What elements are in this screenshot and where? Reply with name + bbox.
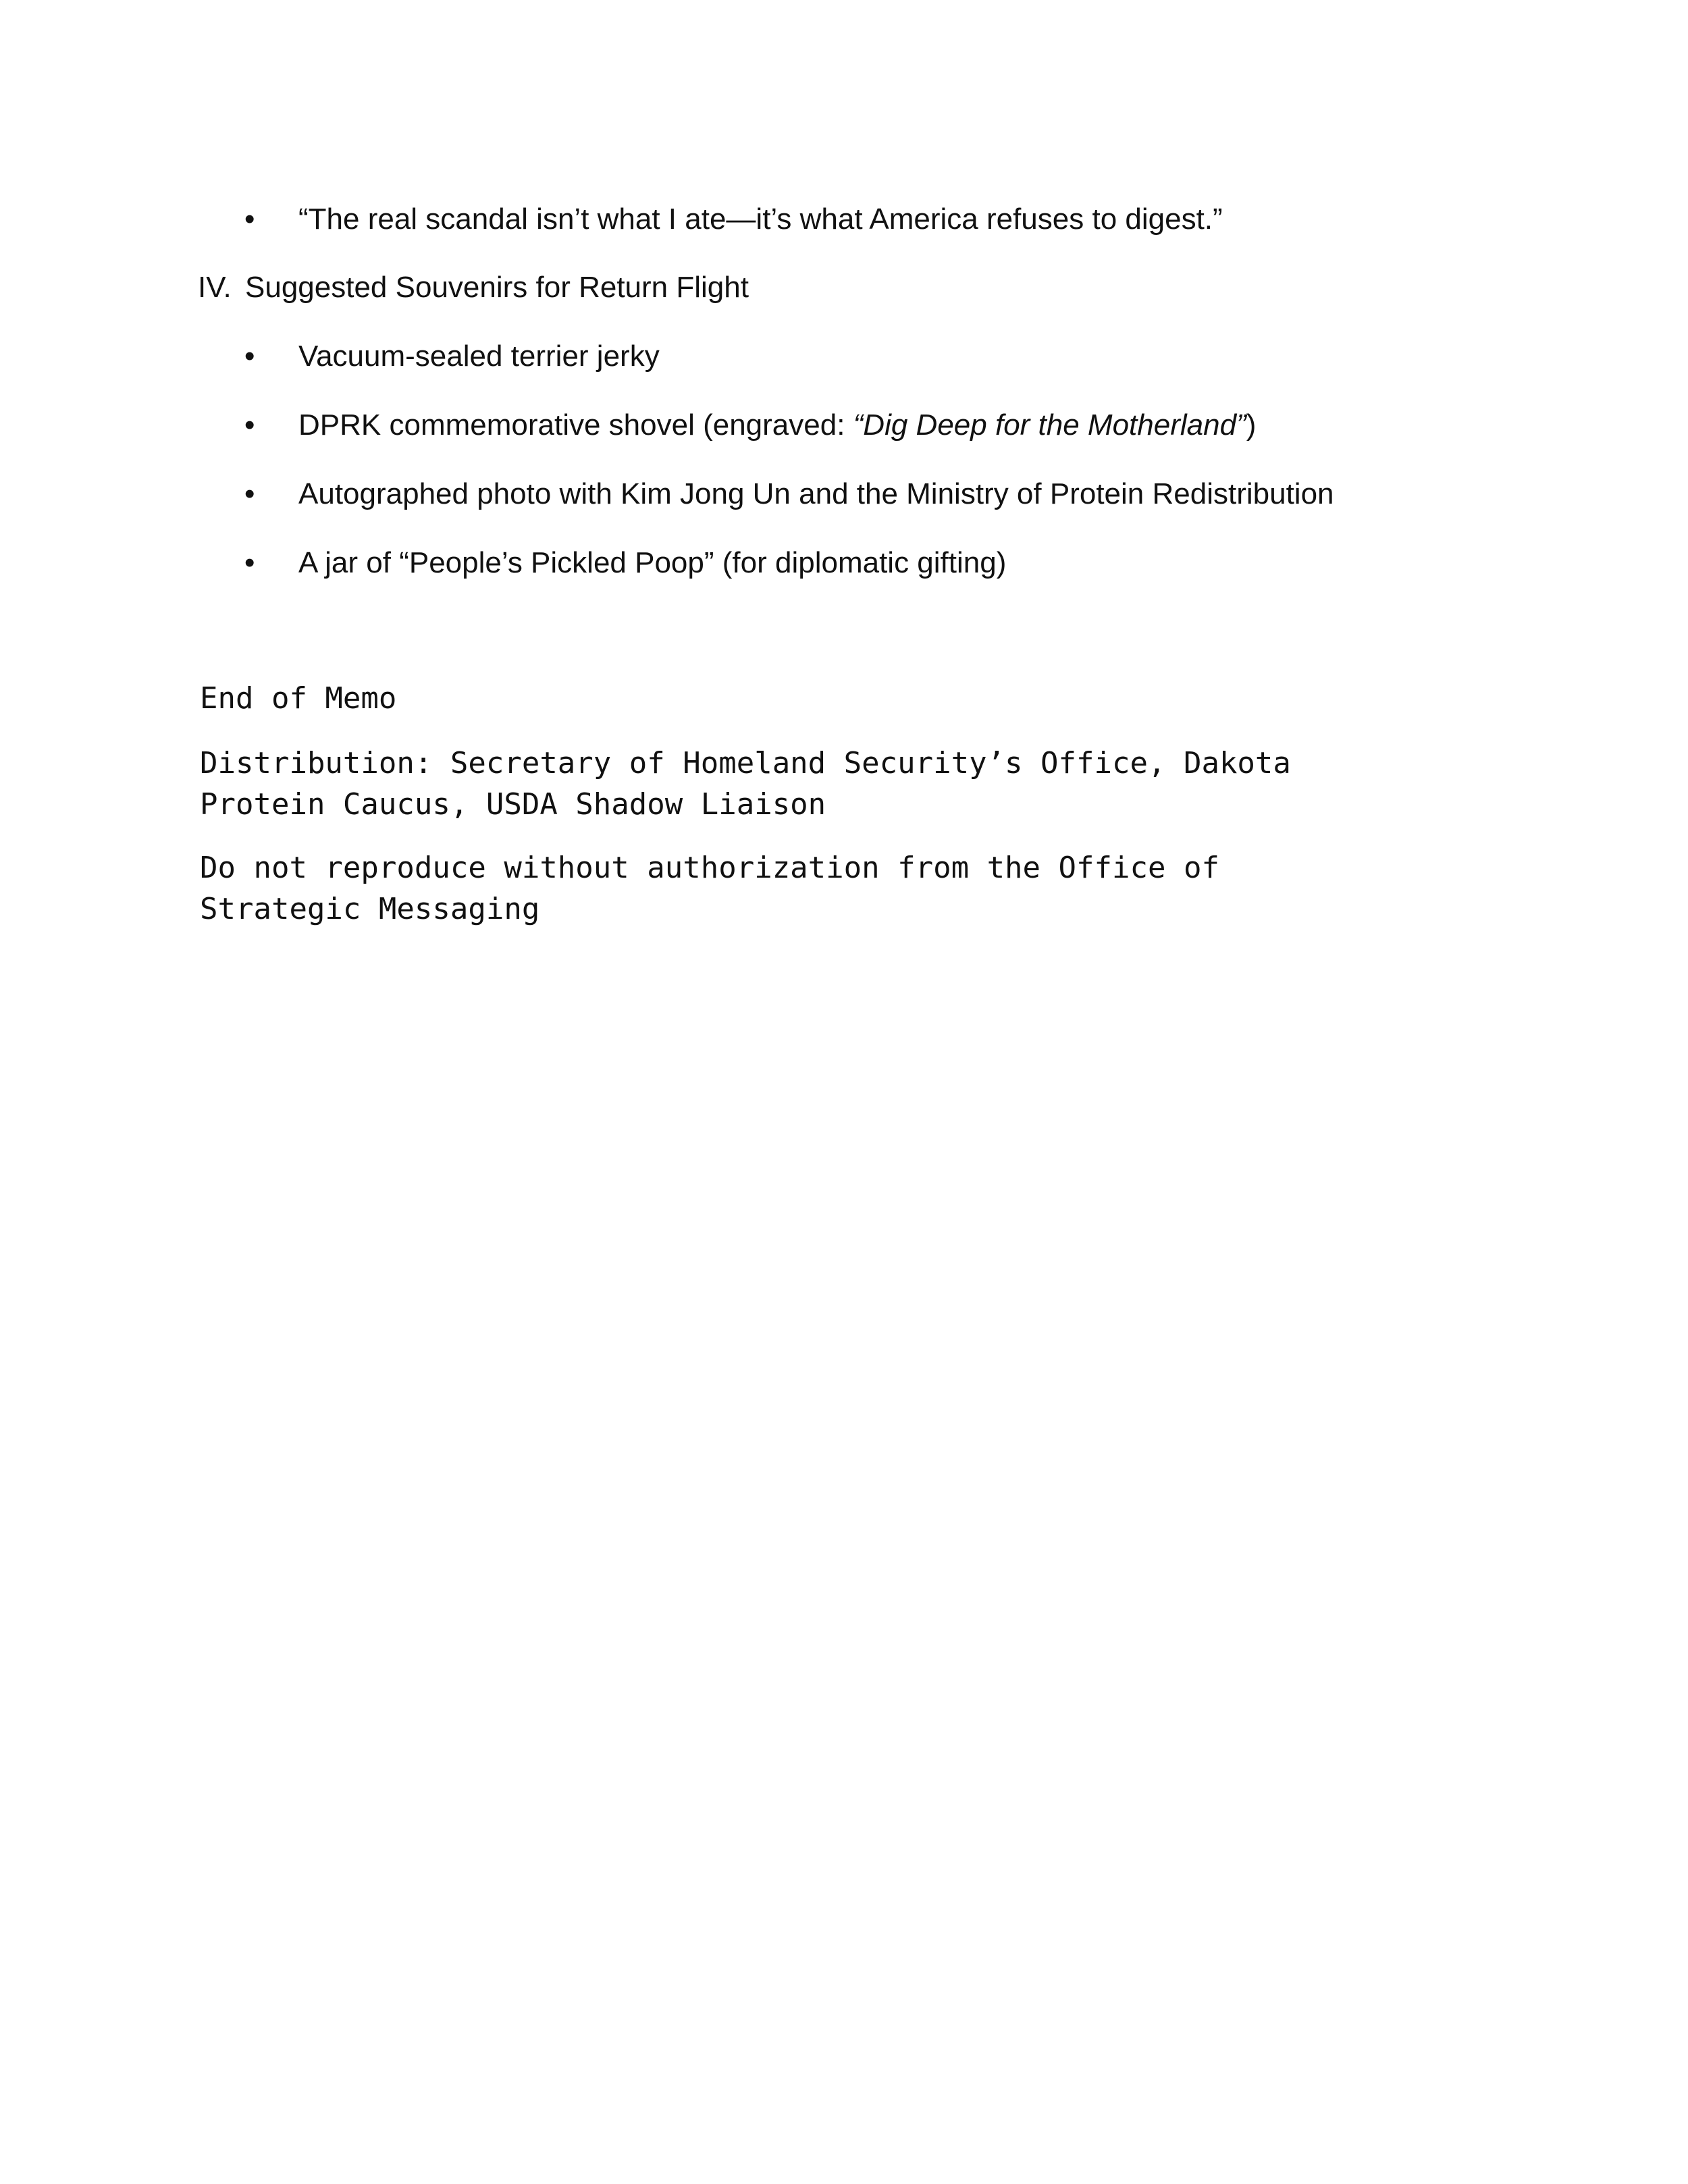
section-number: IV. xyxy=(198,271,232,304)
souvenir-shovel xyxy=(298,405,1256,446)
bullet-icon: • xyxy=(244,340,255,373)
shovel-text-after: ) xyxy=(1246,408,1257,442)
section-title: Suggested Souvenirs for Return Flight xyxy=(245,271,749,304)
bullet-icon: • xyxy=(244,477,255,510)
end-of-memo: End of Memo xyxy=(200,681,397,716)
shovel-text-before: DPRK commemorative shovel (engraved: xyxy=(298,408,853,442)
bullet-icon: • xyxy=(244,546,255,579)
souvenir-jar: A jar of “People’s Pickled Poop” (for diplomatic gifting) xyxy=(298,546,1007,579)
bullet-icon: • xyxy=(244,203,255,236)
quote-text: “The real scandal isn’t what I ate—it’s what America refuses to digest.” xyxy=(298,203,1223,236)
souvenir-photo: Autographed photo with Kim Jong Un and the Ministry of Protein Redistribution xyxy=(298,477,1334,510)
souvenir-jerky: Vacuum-sealed terrier jerky xyxy=(298,340,660,373)
shovel-engraving: “Dig Deep for the Motherland” xyxy=(853,408,1246,442)
bullet-icon: • xyxy=(244,408,255,442)
distribution-line: Distribution: Secretary of Homeland Security’s Office, Dakota Protein Caucus, USDA Shadow Liaison xyxy=(200,746,1291,822)
reproduction-notice: Do not reproduce without authorization from the Office of Strategic Messaging xyxy=(200,851,1219,926)
